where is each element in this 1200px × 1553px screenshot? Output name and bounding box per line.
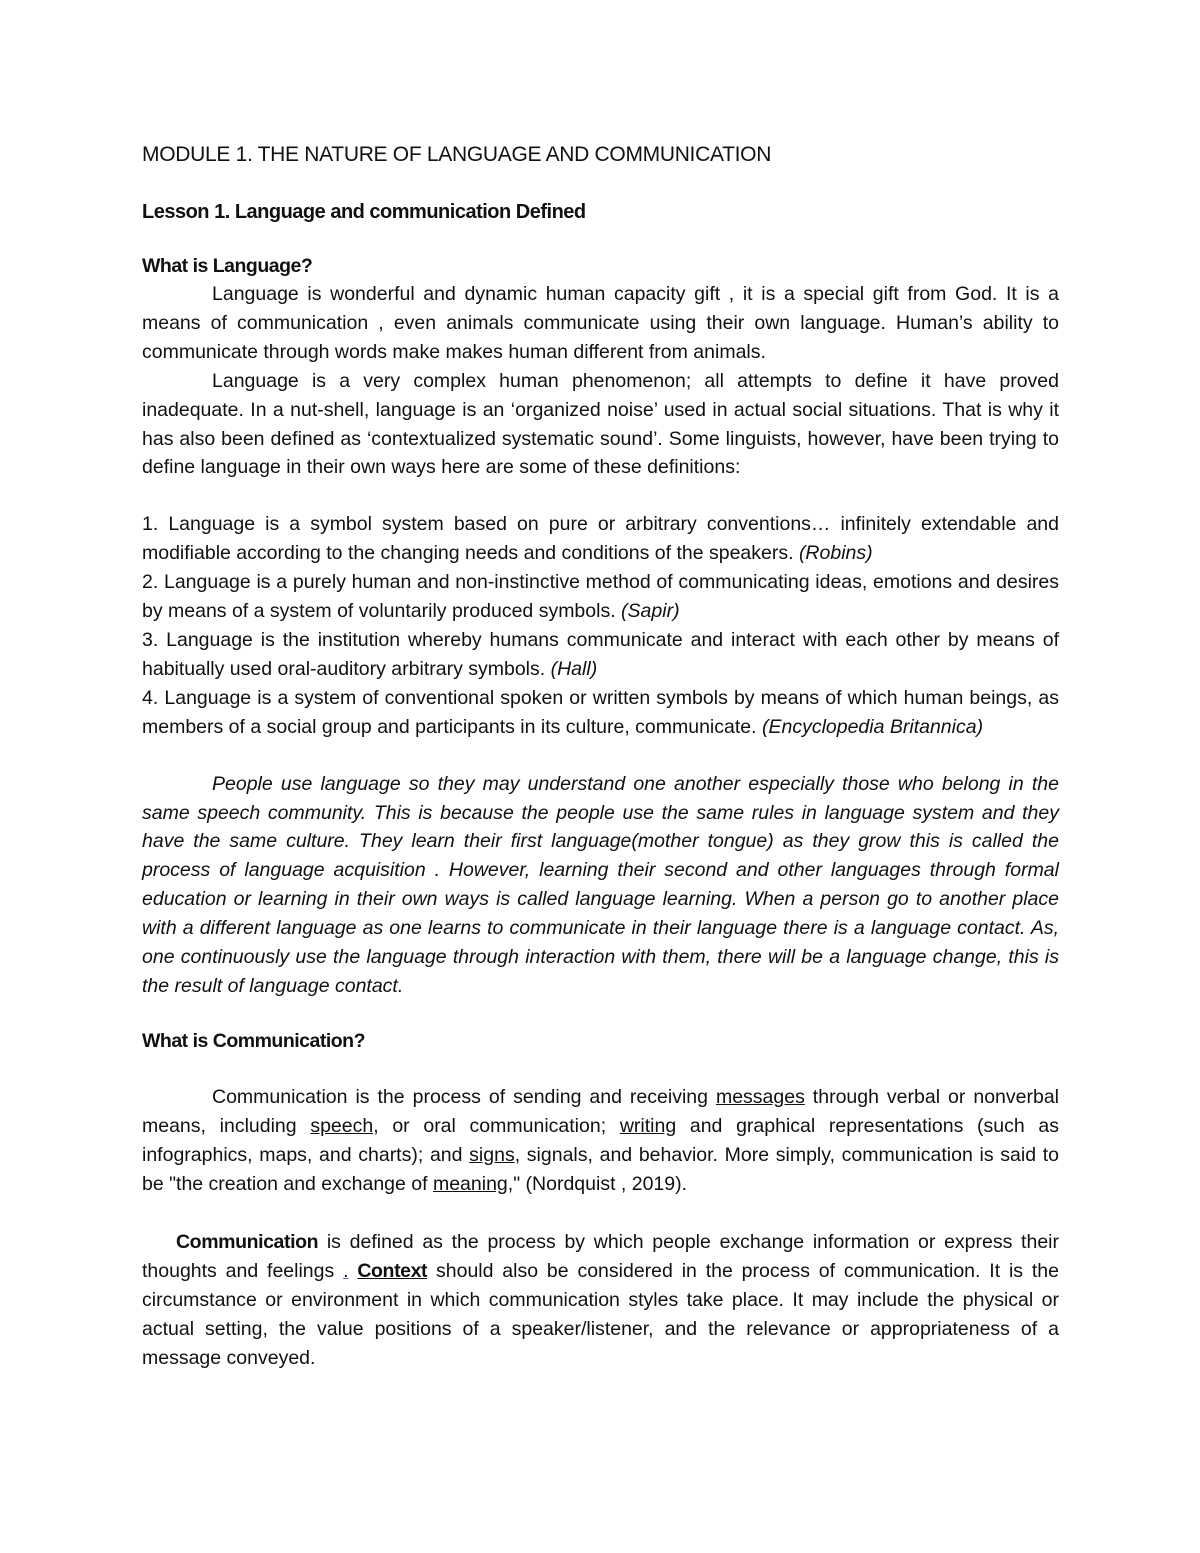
definition-text: 1. Language is a symbol system based on pure or arbitrary conventions… infinitely extendable and modifiable according to the changing needs and conditions of the speakers. <box>142 513 1059 565</box>
link-speech[interactable]: speech <box>310 1114 374 1137</box>
module-title: MODULE 1. THE NATURE OF LANGUAGE AND COMMUNICATION <box>142 143 772 166</box>
text-run: , or oral communication; <box>373 1114 620 1137</box>
link-signs[interactable]: signs <box>469 1143 515 1166</box>
definition-source: (Hall) <box>550 657 598 680</box>
communication-paragraph-2 <box>142 1228 1059 1373</box>
definition-text: 4. Language is a system of conventional spoken or written symbols by means of which human beings, as members of a social group and participants in its culture, communicate. <box>142 686 1059 738</box>
language-acquisition-paragraph: People use language so they may understand one another especially those who belong in the same speech community. This is because the people use the same rules in language system and they have the same culture. They learn their first language(mother tongue) as they grow this is called the process of language acquisition . However, learning their second and other languages through formal education or learning in their own ways is called language learning. When a person go to another place with a different language as one learns to communicate in their language there is a language contact. As, one continuously use the language through interaction with them, there will be a language change, this is the result of language contact. <box>142 772 1059 997</box>
definition-source: (Encyclopedia Britannica) <box>761 715 984 738</box>
lesson-title: Lesson 1. Language and communication Defined <box>142 201 586 223</box>
text-run: ," (Nordquist , 2019). <box>507 1172 688 1195</box>
communication-heading: What is Communication? <box>142 1029 365 1052</box>
link-meaning[interactable]: meaning <box>432 1172 508 1195</box>
term-communication: Communication <box>176 1231 319 1254</box>
term-context: Context <box>357 1260 428 1283</box>
text-run: through verbal or nonverbal means, including <box>142 1085 1059 1137</box>
text-run: should also be considered in the process of communication. It is the circumstance or environment in which communication styles take place. It may include the physical or actual setting, the value positions of a speaker/listener, and the relevance or appropriateness of a message conveyed. <box>142 1260 1059 1370</box>
definition-item <box>142 568 1059 626</box>
definitions-list <box>142 510 1059 741</box>
definition-item <box>142 626 1059 684</box>
language-paragraph-2: Language is a very complex human phenomenon; all attempts to define it have proved inadequate. In a nut-shell, language is an ‘organized noise’ used in actual social situations. That is why it has also been defined as ‘contextualized systematic sound’. Some linguists, however, have been trying to define language in their own ways here are some of these definitions: <box>142 369 1059 479</box>
definition-item <box>142 684 1059 742</box>
document-page <box>142 138 1059 1373</box>
definition-source: (Robins) <box>798 542 873 565</box>
text-run: and graphical representations (such as infographics, maps, and charts); and <box>142 1114 1059 1166</box>
definition-text: 2. Language is a purely human and non-instinctive method of communicating ideas, emotions and desires by means of a system of voluntarily produced symbols. <box>142 571 1059 623</box>
definition-item <box>142 510 1059 568</box>
language-paragraph-1: Language is wonderful and dynamic human capacity gift , it is a special gift from God. It is a means of communication , even animals communicate using their own language. Human’s ability to communicate through words make makes human different from animals. <box>142 283 1059 363</box>
link-dot[interactable]: . <box>343 1260 349 1283</box>
communication-paragraph-1 <box>142 1083 1059 1199</box>
text-run: Communication is the process of sending and receiving <box>212 1085 716 1108</box>
language-heading: What is Language? <box>142 255 313 277</box>
text-run: , signals, and behavior. More simply, communication is said to be "the creation and exchange of <box>142 1143 1059 1195</box>
definition-source: (Sapir) <box>621 600 680 623</box>
text-run: is defined as the process by which people exchange information or express their thoughts and feelings <box>142 1231 1059 1283</box>
definition-text: 3. Language is the institution whereby humans communicate and interact with each other by means of habitually used oral-auditory arbitrary symbols. <box>142 628 1059 680</box>
link-writing[interactable]: writing <box>619 1114 677 1137</box>
link-messages[interactable]: messages <box>715 1085 805 1108</box>
